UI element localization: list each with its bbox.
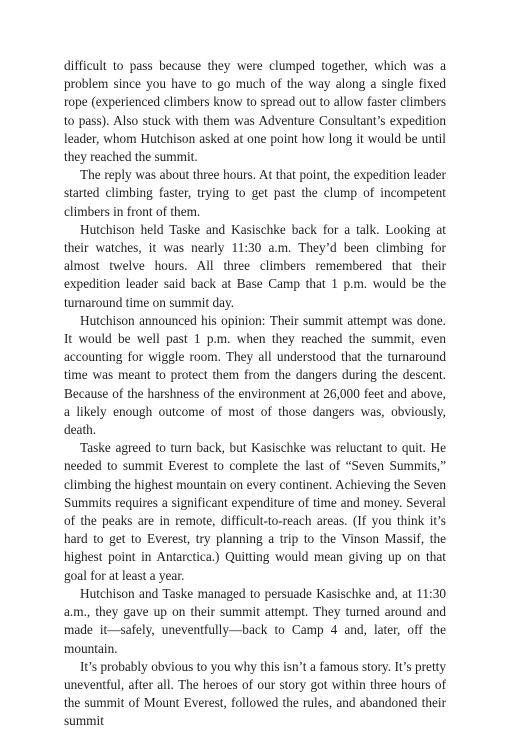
paragraph: Hutchison and Taske managed to persuade Kasischke and, at 11:30 a.m., they gave up on their summit attempt. They turned around and made it—safely, uneventfully—back to Camp 4 and, later, off the mountain.	[64, 585, 446, 656]
book-page-body	[64, 57, 446, 731]
paragraph: The reply was about three hours. At that point, the expedition leader started climbing faster, trying to get past the clump of incompetent climbers in front of them.	[64, 167, 446, 219]
paragraph-continued: difficult to pass because they were clumped together, which was a problem since you have to go much of the way along a single fixed rope (experienced climbers know to spread out to allow faster climbers to pass). Also stuck with them was Adventure Consultant’s expedition leader, whom Hutchison asked at one point how long it would be until they reached the summit.	[64, 58, 446, 165]
paragraph: It’s probably obvious to you why this isn’t a famous story. It’s pretty uneventful, after all. The heroes of our story got within three hours of the summit of Mount Everest, followed the rules, and abandoned their summit	[64, 658, 446, 729]
paragraph: Hutchison announced his opinion: Their summit attempt was done. It would be well past 1 p.m. when they reached the summit, even accounting for wiggle room. They all understood that the turnaround time was meant to protect them from the dangers during the descent. Because of the harshness of the environment at 26,000 feet and above, a likely enough outcome of most of those dangers was, obviously, death.	[64, 312, 446, 438]
paragraph: Hutchison held Taske and Kasischke back for a talk. Looking at their watches, it was nearly 11:30 a.m. They’d been climbing for almost twelve hours. All three climbers remembered that their expedition leader said back at Base Camp that 1 p.m. would be the turnaround time on summit day.	[64, 221, 446, 310]
paragraph: Taske agreed to turn back, but Kasischke was reluctant to quit. He needed to summit Everest to complete the last of “Seven Summits,” climbing the highest mountain on every continent. Achieving the Seven Summits requires a significant expenditure of time and money. Several of the peaks are in remote, difficult-to-reach areas. (If you think it’s hard to get to Everest, try planning a trip to the Vinson Massif, the highest point in Antarctica.) Quitting would mean giving up on that goal for at least a year.	[64, 440, 446, 583]
